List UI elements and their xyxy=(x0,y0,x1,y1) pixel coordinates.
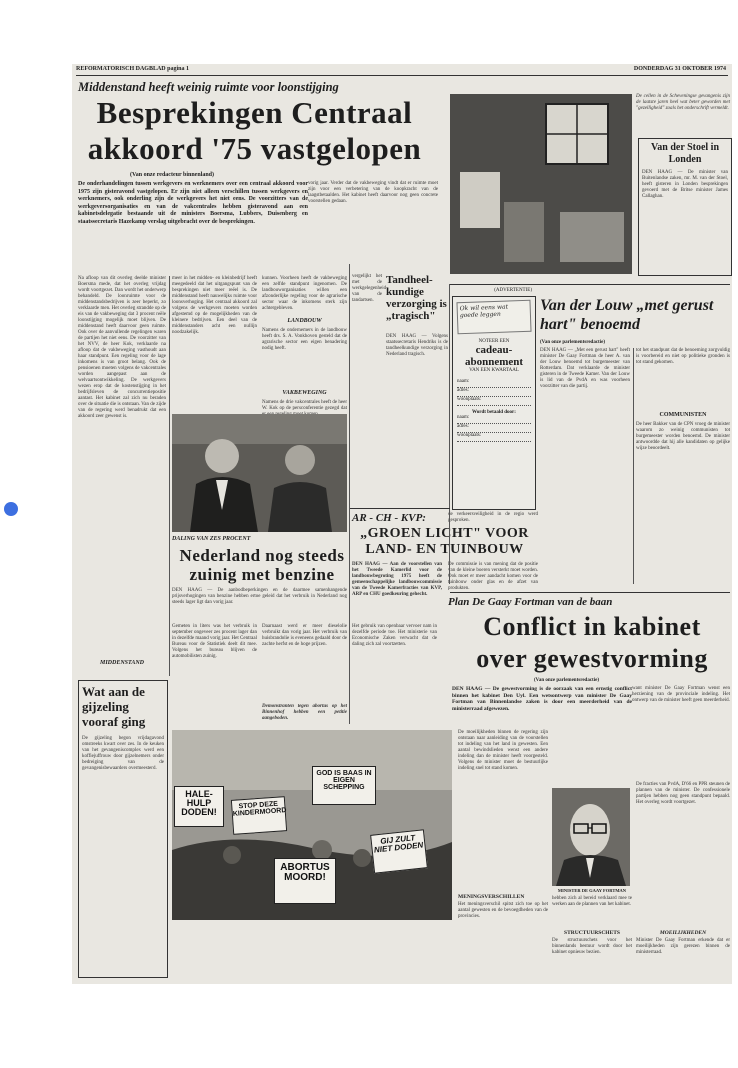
subhead-middenstand: MIDDENSTAND xyxy=(99,660,144,666)
ad-title-2: abonnement xyxy=(464,356,524,368)
protest-sign-1: HALE-HULP DODEN! xyxy=(174,786,224,827)
column-rule xyxy=(633,348,634,584)
portrait-caption: MINISTER DE GAAY FORTMAN xyxy=(557,888,627,893)
louw-byline: (Van onze parlementsredactie) xyxy=(540,340,605,345)
gaay-body-2: Het meningsverschil spitst zich toe op het aantal gewesten en de bevoegdheden van de provincies. xyxy=(458,902,548,919)
protest-sign-2: STOP DEZE KINDERMOORD xyxy=(231,796,287,835)
gaay-body-7: Minister De Gaay Fortman erkende dat er moeilijkheden zijn gerezen binnen de ministerraad. xyxy=(636,938,730,955)
protest-sign-5: GIJ ZULT NIET DODEN xyxy=(370,829,428,873)
ad-field-address2[interactable]: adres: xyxy=(457,424,531,433)
photo-protest xyxy=(172,730,452,920)
ad-handwritten-note: Ok wil eens wat goede leggen xyxy=(456,300,531,335)
main-lead: De onderhandelingen tussen werkgevers en werknemers over een centraal akkoord voor 1975 zijn gisteravond vastgelopen. Er zijn niet alleen verschillen tussen werkgevers en werknemers, ook onderling zijn de werkgevers het niet eens. De voorzitters van de werkgeversorganisaties en van de vakcentrales hebben gisteravond aan een kabinetsdelegatie bestaande uit de ministers Boersma, Lubbers, Duisenberg en staatssecretaris Hazekamp verslag uitgebracht over de besprekingen. xyxy=(78,181,308,225)
photo-officials xyxy=(172,414,347,532)
ad-box xyxy=(452,296,536,510)
header-rule xyxy=(76,75,728,76)
ad-field-place[interactable]: woonplaats: xyxy=(457,397,531,406)
gaay-subhead-3: MOEILIJKHEDEN xyxy=(659,930,707,936)
main-byline: (Van onze redacteur binnenland) xyxy=(129,172,215,178)
ad-field-address[interactable]: adres: xyxy=(457,388,531,397)
main-body-col3: kunnen. Voorheen heeft de vakbeweging een zelfde standpunt ingenomen. De landbouworganisaties willen een afzonderlijke regeling voor de agrarische sector waar de inkomens sterk zijn achtergebleven. xyxy=(262,276,347,311)
stoel-headline: Van der Stoel in Londen xyxy=(650,142,720,165)
daling-body-1: Gemeten in liters was het verbruik in september ongeveer zes procent lager dan in dezelfde maand vorig jaar. Het Centraal Bureau voor de Statistiek deelt dit mee. Volgens het bureau blijven de automobilisten zuinig. xyxy=(172,624,257,659)
column-rule xyxy=(349,264,350,724)
portrait-gaay-fortman xyxy=(552,788,630,886)
tandheel-body: DEN HAAG — Volgens staatssecretaris Hendriks is de tandheelkundige verzorging in Nederland tragisch. xyxy=(386,334,448,357)
gaay-body-4: hebben zich al bereid verklaard mee te werken aan de plannen van het kabinet. xyxy=(552,896,632,907)
arp-body: De commissie is van mening dat de positie van de kleine boeren versterkt moet worden. Ook moet er meer aandacht komen voor de tuinbouw onder glas en de afzet van produkten. xyxy=(448,562,538,591)
arp-headline: „GROEN LICHT" VOOR LAND- EN TUINBOUW xyxy=(360,526,529,557)
ad-field-name[interactable]: naam: xyxy=(457,379,531,388)
column-rule xyxy=(169,276,170,676)
section-rule xyxy=(350,508,450,509)
main-kicker: Middenstand heeft weinig ruimte voor loonstijging xyxy=(78,80,339,94)
main-headline-2: akkoord '75 vastgelopen xyxy=(87,131,422,166)
section-rule xyxy=(450,284,730,285)
gaay-body-3: want minister De Gaay Fortman wenst een herziening van de provinciale indeling. Het ontwerp van de minister heeft geen meerderheid. xyxy=(632,686,730,703)
subhead-landbouw: LANDBOUW xyxy=(287,318,322,324)
daling-body-2: Daarnaast werd er meer dieselolie verbruikt dan vorig jaar. Het verbruik van huisbrandolie is eveneens gedaald door de zachte herfst en de hoge prijzen. xyxy=(262,624,347,647)
ad-notice: NOTEER EEN xyxy=(478,339,510,344)
landbouw-body: Namens de ondernemers in de landbouw heeft drs. S. A. Vonkhoven gesteld dat de agrarische sector een eigen benadering nodig heeft. xyxy=(262,328,347,351)
main-body-col2: meer in het midden- en kleinbedrijf heeft meegedeeld dat het uitgangspunt van de besprekingen niet meer reëel is. De middenstand heeft nauwelijks ruimte voor loonsverhoging. Het centraal akkoord zal volgens de werkgevers moeten worden afgestemd op de mogelijkheden van de kleinere bedrijven. Een deel van de middenstanders acht een nullijn noodzakelijk. xyxy=(172,276,257,335)
louw-body-1: DEN HAAG — „Met een gerust hart" heeft minister De Gaay Fortman de heer A. van der Louw benoemd tot burgemeester van Rotterdam. Dat verklaarde de minister gisteren in de Tweede Kamer. Van der Louw is lid van de PvdA en was voorheen voorzitter van die partij. xyxy=(540,348,630,389)
photo-cell xyxy=(450,94,632,274)
subhead-vakbeweging: VAKBEWEGING xyxy=(282,390,327,396)
vakbeweging-body: Namens de drie vakcentrales heeft de heer W. Kok op de persconferentie gezegd dat xyxy=(262,400,347,411)
gaay-body-5: De structuurschets voor het binnenlands bestuur wordt door het kabinet opnieuw bezien. xyxy=(552,938,632,955)
louw-subhead: COMMUNISTEN xyxy=(659,412,707,418)
blue-marker-dot xyxy=(4,502,18,516)
ad-label: (ADVERTENTIE) xyxy=(494,288,532,293)
ad-title-1: cadeau- xyxy=(475,344,513,356)
gaay-kicker: Plan De Gaay Fortman van de baan xyxy=(448,596,613,608)
gijzeling-body: De gijzeling begon vrijdagavond omstreeks kwart over zes. In de keuken van het gevangeniscomplex werd een koffiejuffrouw door gijzelnemers onder bedreiging van de gevangenisbewaarders overmeesterd. xyxy=(82,736,164,771)
gaay-dateline: DEN HAAG — De gewestvorming is de oorzaak van een ernstig conflict binnen het kabinet Den Uyl. Een wetsontwerp van minister De Gaay Fortman van Binnenlandse zaken is door een meerderheid van de ministerraad afgewezen. xyxy=(452,686,632,712)
ad-field-place2[interactable]: woonplaats: xyxy=(457,433,531,442)
gaay-subhead-1: MENINGSVERSCHILLEN xyxy=(458,894,525,900)
main-headline-1: Besprekingen Centraal xyxy=(96,95,413,130)
stoel-body: DEN HAAG — De minister van Buitenlandse zaken, mr. M. van der Stoel, heeft gisteren in Londen besprekingen gevoerd met de Britse minister James Callaghan. xyxy=(642,170,728,199)
arp-kicker: AR - CH - KVP: xyxy=(352,512,426,524)
ad-form[interactable] xyxy=(457,379,531,442)
ad-field-sent: Wordt betaald door: xyxy=(472,410,516,415)
newspaper-page xyxy=(72,64,732,984)
column-rule xyxy=(449,284,450,584)
protest-caption: Demonstranten tegen abortus op het Binnenhof hebben een petitie aangeboden. xyxy=(262,704,347,721)
gaay-body-6: De fracties van PvdA, D'66 en PPR steunen de plannen van de minister. De confessionele partijen hebben nog geen standpunt bepaald. Het overleg wordt voortgezet. xyxy=(636,782,730,805)
photo-cell-caption: De cellen in de Scheveningse gevangenis zijn de laatste jaren heel wat beter geworden met "gezelligheid" zoals het onderschrift vermeldt. xyxy=(636,94,730,111)
tandheel-body-left: vergelijkt het met de werkgelegenheid van de tandartsen. xyxy=(352,274,387,303)
section-rule xyxy=(450,592,730,593)
arp-dateline: DEN HAAG — Aan de voorstellen van het Tweede Kamerlid voor de landbouwbegroting 1975 heeft de gemeenschappelijke landbouwcommissie van de Tweede Kamerfracties van KVP, ARP en CHU goedkeuring gehecht. xyxy=(352,562,442,597)
daling-body-3: Het gebruik van openbaar vervoer nam in dezelfde periode toe. Het ministerie van Economische Zaken verwacht dat de daling zich zal voortzetten. xyxy=(352,624,437,647)
main-body-col1: Na afloop van dit overleg deelde minister Boersma mede, dat het overleg vrijdag wordt voortgezet. Dan wordt het onderwerp behandeld. De loonruimte voor de middenstandsbedrijven is zeer beperkt, zo verklaarde men. Het overleg strandde op de eis van de vakbeweging dat 3 procent reële loonstijging mogelijk moet blijven. De middenstand heeft daarvoor geen ruimte. Ook over de aanvullende regelingen waren de partijen het niet eens. De voorzitter van het NVV, de heer Kok, verklaarde na afloop dat de vakbeweging vasthoudt aan haar standpunt. Een regeling voor de lage inkomens is van groot belang. Ook de pensioenen moeten volgens de vakcentrales worden aangepast aan de welvaartsontwikkeling. De werkgevers wezen erop dat de kostenstijging in het bedrijfsleven de concurrentiepositie aantast. Het kabinet zal zich nu beraden over de situatie die is ontstaan. Van de zijde van de regering werd benadrukt dat een akkoord zeer gewenst is. xyxy=(78,276,166,419)
daling-headline: Nederland nog steeds zuinig met benzine xyxy=(179,546,345,584)
daling-dateline: DEN HAAG — De aanbodbeperkingen en de daarmee samenhangende prijsverhogingen van benzine hebben ertoe geleid dat het verbruik in Nederland nog steeds lager ligt dan vorig jaar. xyxy=(172,588,347,605)
page-date: DONDERDAG 31 OKTOBER 1974 xyxy=(633,66,726,72)
protest-sign-3: GOD IS BAAS IN EIGEN SCHEPPING xyxy=(312,766,376,805)
gijzeling-headline: Wat aan de gijzeling vooraf ging xyxy=(82,684,146,729)
daling-kicker: DALING VAN ZES PROCENT xyxy=(172,536,251,542)
main-body-top-right: vorig jaar. Verder dat de vakbeweging vindt dat er ruimte moet zijn voor een verbetering van de koopkracht van de laagstbetaalden. Het kabinet heeft daarvoor nog geen concrete voorstellen gedaan. xyxy=(308,181,438,204)
louw-body-2: tot het standpunt dat de benoeming zorgvuldig is voorbereid en niet op politieke gronden is tot stand gekomen. xyxy=(636,348,730,365)
gaay-headline-1: Conflict in kabinet xyxy=(483,612,701,641)
gaay-body-1: De moeilijkheden binnen de regering zijn ontstaan naar aanleiding van de voorstellen tot indeling van het land in gewesten. Een aantal bewindslieden wenst een andere indeling dan de minister heeft voorgesteld. Volgens de minister moet de bestuurlijke indeling snel tot stand komen. xyxy=(458,730,548,771)
ad-field-name2[interactable]: naam: xyxy=(457,415,531,424)
tandheel-headline: Tandheel-kundige verzorging is „tragisch" xyxy=(386,274,447,322)
ad-subtitle: VAN EEN KWARTAAL xyxy=(469,368,519,373)
gaay-subhead-2: STRUCTUURSCHETS xyxy=(564,930,620,936)
gaay-byline: (Van onze parlementsredactie) xyxy=(534,678,599,683)
protest-sign-4: ABORTUS MOORD! xyxy=(274,858,336,904)
gaay-headline-2: over gewestvorming xyxy=(476,644,708,673)
louw-body-4: de verkeersveiligheid in de regio werd gesproken. xyxy=(448,512,538,523)
paper-header: REFORMATORISCH DAGBLAD pagina 1 xyxy=(76,66,189,72)
louw-body-3: De heer Bakker van de CPN vroeg de minister waarom zo weinig communisten tot burgemeester worden benoemd. De minister antwoordde dat hij alle kandidaten op gelijke wijze beoordeelt. xyxy=(636,422,730,451)
louw-headline: Van der Louw „met gerust hart" benoemd xyxy=(540,297,714,333)
